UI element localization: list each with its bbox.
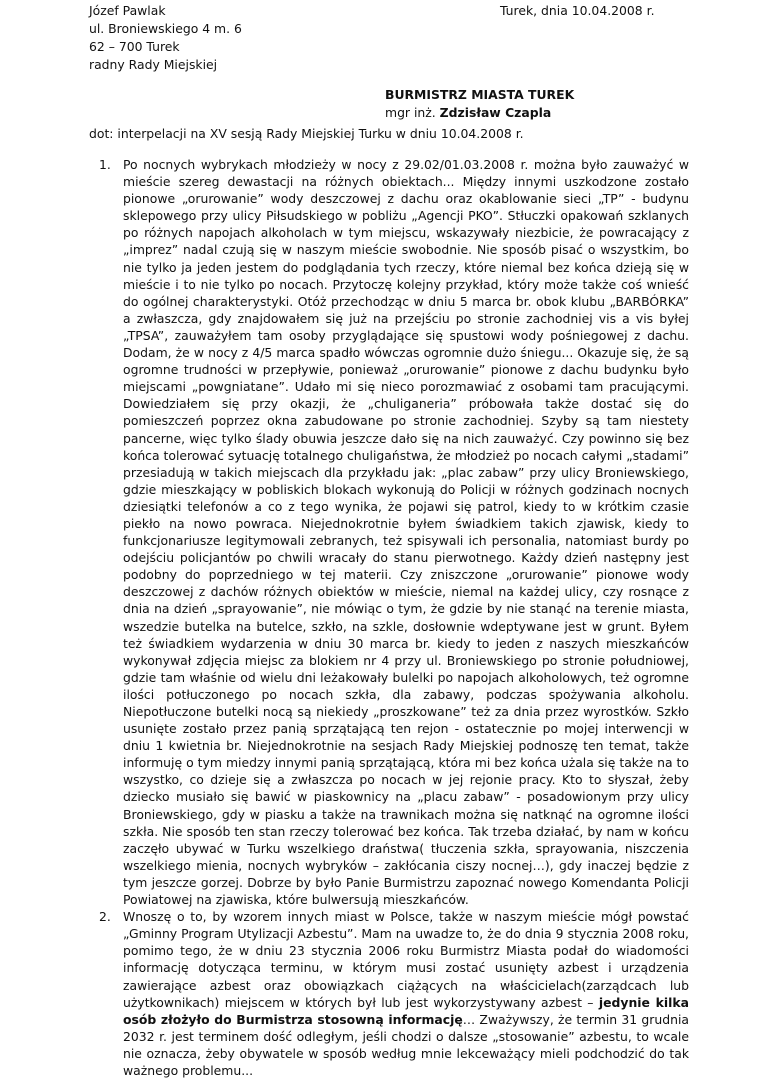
sender-street: ul. Broniewskiego 4 m. 6 [89,21,242,36]
point-number: 1. [99,157,111,172]
recipient-title: BURMISTRZ MIASTA TUREK [385,87,575,102]
point-text: Wnoszę o to, by wzorem innych miast w Polsce, także w naszym mieście mógł powstać „Gminny Program Utylizacji Azbestu”. Mam na uwadze to, że do dnia 9 stycznia 2008 roku, pomimo tego, że w dniu 23 stycznia 2006 roku Burmistrz Miasta podał do wiadomości informację dotycząca terminu, w którym musi zostać usunięty azbest i urządzenia zawierające azbest oraz obowiązkach ciążących na właścicielach(zarządcach lub użytkownikach) miejscem w których był lub jest wykorzystywany azbest – [123,909,689,1010]
point-bold-text: jedynie kilka osób złożyło do Burmistrza stosowną informację [123,994,689,1027]
points-list [89,156,689,1079]
sender-block [89,2,242,74]
point-text: Po nocnych wybrykach młodzieży w nocy z 29.02/01.03.2008 r. można było zauważyć w mieście szereg dewastacji na różnych obiektach... Między innymi uszkodzone zostało pionowe „orurowanie” wody deszczowej z dachu oraz okablowanie sieci „TP” - budynu sklepowego przy ulicy Piłsudskiego w pobliżu „Agencji PKO”. Stłuczki opakowań szklanych po różnych napojach alkoholach w tym miejscu, wskazywały niezbicie, że powracający z „imprez” nadal czują się w naszym mieście swobodnie. Nie sposób pisać o wszystkim, bo nie tylko ja jeden jestem do podglądania tych rzeczy, które niemal bez końca dzieją się w mieście i to nie tylko po nocach. Przytoczę kolejny przykład, który może także coś wnieść do ogólnej charakterystyki. Otóż przechodząc w dniu 5 marca br. obok klubu „BARBÓRKA” a zwłaszcza, gdy znajdowałem się już na przejściu po stronie zachodniej vis a vis byłej „TPSA”, zauważyłem tam osoby przyglądające się spustowi wody pośniegowej z dachu. Dodam, że w nocy z 4/5 marca spadło wówczas ogromnie dużo śniegu... Okazuje się, że są ogromne trudności w przepływie, ponieważ „orurowanie” pionowe z dachu budynku było miejscami „powgniatane”. Udało mi się nieco porozmawiać z osobami tam pracującymi. Dowiedziałem się przy okazji, że „chuliganeria” próbowała także dostać się do pomieszczeń poprzez okna zabudowane po stronie zachodniej. Szyby są tam niestety pancerne, więc tylko ślady obuwia jeszcze dało się na nich zauważyć. Czy powinno się bez końca tolerować sytuację totalnego chuligaństwa, że młodzież po nocach całymi „stadami” przesiadują w takich miejscach dla przykładu jak: „plac zabaw” przy ulicy Broniewskiego, gdzie mieszkający w pobliskich blokach wykonują do Policji w różnych godzinach nocnych dziesiątki telefonów a co z tego wynika, że pojawi się patrol, kiedy to w krótkim czasie piekło na nowo powraca. Niejednokrotnie byłem świadkiem takich zjawisk, kiedy to funkcjonariusze legitymowali zebranych, też spisywali ich personalia, natomiast burdy po odejściu policjantów po chwili wracały do stanu pierwotnego. Każdy dzień następny jest podobny do poprzedniego w tej materii. Czy zniszczone „orurowanie” pionowe wody deszczowej z dachów różnych obiektów w mieście, niemal na każdej ulicy, czy rosnące z dnia na dzień „sprayowanie”, nie mówiąc o tym, że gdzie by nie stanąć na terenie miasta, wszedzie butelka na butelce, szkło, na szkle, dosłownie wdeptywane jest w grunt. Byłem też świadkiem wydarzenia w dniu 30 marca br. kiedy to jeden z naszych mieszkańców wykonywał zdjęcia miejsc za blokiem nr 4 przy ul. Broniewskiego po stronie południowej, gdzie tam właśnie od wielu dni leżakowały bulelki po napojach alkoholowych, też ogromne ilości potłuczonego po nocach szkła, dla zabawy, podczas spożywania alkoholu. Niepotłuczone butelki nocą są niekiedy „proszkowane” też za dnia przez wyrostków. Szkło usunięte zostało przez panią sprzątającą ten rejon - ostatecznie po mojej interwencji w dniu 1 kwietnia br. Niejednokrotnie na sesjach Rady Miejskiej podnoszę ten temat, także informuję o tym miedzy innymi panią sprzątającą, która mi bez końca użala się także na to wszystko, co dzieje się a zwłaszcza po nocach w jej rejonie pracy. Kto to słyszał, żeby dziecko musiało się bawić w piaskownicy na „placu zabaw” - posadowionym przy ulicy Broniewskiego, gdy w piasku a także na trawnikach można się natknąć na ogromne ilości szkła. Nie sposób ten stan rzeczy tolerować bez końca. Tak trzeba działać, by nam w końcu zaczęło ubywać w Turku wszelkiego draństwa( tłuczenia szkła, sprayowania, niszczenia wszelkiego mienia, nocnych wybryków – zakłócania ciszy nocnej…), gdy inaczej będzie z tym jeszcze gorzej. Dobrze by było Panie Burmistrzu zapoznać nowego Komendanta Policji Powiatowej na zjawiska, które bulwersują mieszkańców. [123,157,689,908]
recipient-line [385,104,574,122]
sender-role: radny Rady Miejskiej [89,57,218,72]
point-number: 2. [99,909,111,925]
sender-city: 62 – 700 Turek [89,39,180,54]
recipient-block [385,86,574,122]
sender-name: Józef Pawlak [89,3,166,18]
subject-line: dot: interpelacji na XV sesją Rady Miejskiej Turku w dniu 10.04.2008 r. [89,126,524,141]
recipient-name: Zdzisław Czapla [439,105,552,120]
list-item [89,156,689,908]
recipient-prefix: mgr inż. [385,105,440,120]
date-line: Turek, dnia 10.04.2008 r. [500,3,655,18]
point-text-end: … Zważywszy, że termin 31 grudnia 2032 r. jest terminem dość odległym, jeśli chodzi o dalsze „stosowanie” azbestu, to wcale nie oznacza, żeby obywatele w sposób według mnie lekceważący mieli podchodzić do tak ważnego problemu... [123,1011,690,1078]
